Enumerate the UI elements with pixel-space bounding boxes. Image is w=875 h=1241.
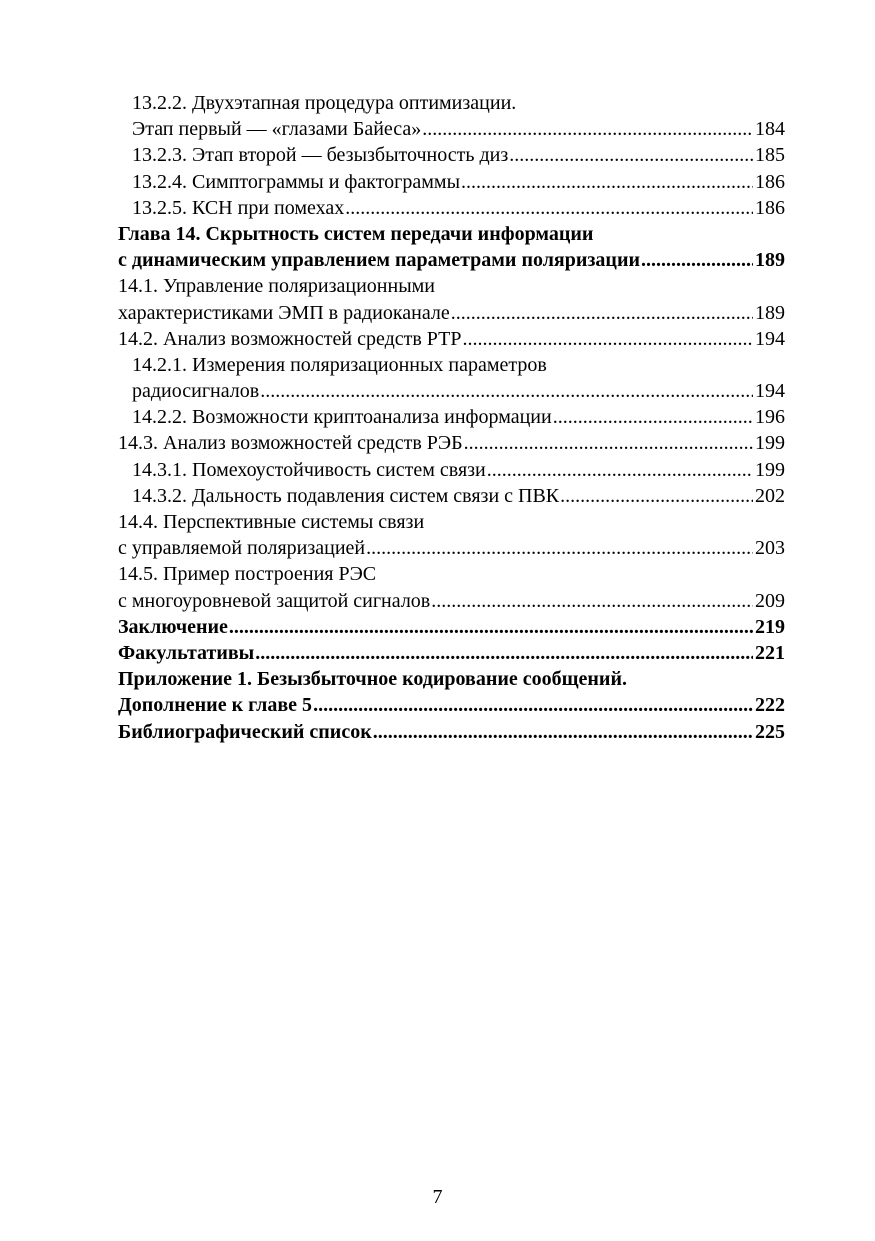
toc-line: [118, 195, 785, 221]
toc-line: [118, 326, 785, 352]
toc-page-number: 186: [755, 196, 785, 219]
toc-line: [118, 535, 785, 561]
toc-entry: [118, 195, 785, 221]
toc-entry-title: характеристиками ЭМП в радиоканале: [118, 301, 450, 324]
toc-entry: [118, 614, 785, 640]
toc-line: [118, 430, 785, 456]
dot-leader: [553, 404, 753, 430]
toc-line: [118, 300, 785, 326]
dot-leader: [366, 535, 753, 561]
toc-entry-title: 14.3.2. Дальность подавления систем связи с ПВК: [132, 484, 560, 507]
toc-line: [118, 483, 785, 509]
toc-entry-title: 13.2.2. Двухэтапная процедура оптимизации.: [132, 92, 517, 114]
toc-line: [118, 404, 785, 430]
toc-page-number: 186: [755, 170, 785, 193]
toc-entry-title: Этап первый — «глазами Байеса»: [132, 118, 422, 141]
toc-page-number: 222: [755, 694, 785, 717]
toc-entry: [118, 561, 785, 613]
toc-entry: [118, 457, 785, 483]
toc-line: [118, 142, 785, 168]
toc-entry: [118, 326, 785, 352]
toc-entry-title: 14.5. Пример построения РЭС: [118, 563, 377, 586]
toc-line: [118, 247, 785, 273]
toc-entry-title: 13.2.4. Симптограммы и фактограммы: [132, 170, 461, 193]
toc-page-number: 199: [755, 458, 785, 481]
toc-entry-title: 14.2.1. Измерения поляризационных параметров: [132, 353, 547, 376]
toc-line: [118, 352, 785, 378]
toc-entry-title: 14.2. Анализ возможностей средств РТР: [118, 327, 462, 350]
toc-page-number: 221: [755, 641, 785, 664]
toc-entry-title: Заключение: [118, 615, 228, 638]
toc-entry: [118, 483, 785, 509]
toc-entry-title: 13.2.5. КСН при помехах: [132, 196, 345, 219]
toc-line: [118, 116, 785, 142]
toc-entry-title: 14.1. Управление поляризационными: [118, 275, 436, 298]
dot-leader: [509, 142, 753, 168]
toc-line: [118, 666, 785, 692]
toc-entry-title: Библиографический список: [118, 720, 372, 743]
toc-page-number: 199: [755, 432, 785, 455]
toc-page-number: 189: [755, 249, 785, 272]
toc-entry-title: с динамическим управлением параметрами поляризации: [118, 249, 641, 272]
toc-entry: [118, 221, 785, 273]
toc-line: [118, 561, 785, 587]
toc-entry: [118, 273, 785, 325]
toc-entry-title: радиосигналов: [132, 380, 260, 403]
dot-leader: [229, 614, 753, 640]
page-number: 7: [432, 1186, 443, 1208]
table-of-contents: [118, 90, 785, 745]
toc-line: [118, 719, 785, 745]
toc-page-number: 209: [755, 589, 785, 612]
toc-entry-title: Приложение 1. Безызбыточное кодирование сообщений.: [118, 668, 627, 691]
toc-entry-title: Глава 14. Скрытность систем передачи информации: [118, 222, 594, 245]
dot-leader: [487, 457, 753, 483]
toc-page-number: 219: [755, 615, 785, 638]
dot-leader: [255, 640, 753, 666]
toc-line: [118, 169, 785, 195]
dot-leader: [373, 719, 753, 745]
dot-leader: [451, 300, 753, 326]
toc-line: [118, 509, 785, 535]
toc-entry-title: 14.2.2. Возможности криптоанализа информации: [132, 406, 552, 429]
dot-leader: [641, 247, 753, 273]
toc-entry-title: 14.3.1. Помехоустойчивость систем связи: [132, 458, 486, 481]
toc-page-number: 194: [755, 327, 785, 350]
toc-entry-title: 14.3. Анализ возможностей средств РЭБ: [118, 432, 463, 455]
toc-entry: [118, 404, 785, 430]
toc-line: [118, 692, 785, 718]
toc-entry: [118, 640, 785, 666]
toc-page-number: 196: [755, 406, 785, 429]
toc-entry-title: Факультативы: [118, 641, 255, 664]
toc-line: [118, 457, 785, 483]
toc-entry: [118, 666, 785, 718]
toc-line: [118, 614, 785, 640]
toc-line: [118, 588, 785, 614]
dot-leader: [464, 430, 753, 456]
toc-entry: [118, 352, 785, 404]
toc-entry: [118, 169, 785, 195]
toc-entry: [118, 509, 785, 561]
toc-page-number: 194: [755, 380, 785, 403]
toc-entry: [118, 90, 785, 142]
dot-leader: [260, 378, 753, 404]
toc-entry: [118, 430, 785, 456]
toc-page-number: 189: [755, 301, 785, 324]
toc-page-number: 225: [755, 720, 785, 743]
toc-entry-title: 14.4. Перспективные системы связи: [118, 511, 425, 533]
dot-leader: [463, 326, 753, 352]
toc-page-number: 185: [755, 144, 785, 167]
dot-leader: [431, 588, 753, 614]
toc-entry-title: с многоуровневой защитой сигналов: [118, 589, 431, 612]
toc-entry-title: 13.2.3. Этап второй — безызбыточность диз: [132, 144, 509, 167]
toc-page-number: 202: [755, 484, 785, 507]
toc-line: [118, 90, 785, 116]
toc-line: [118, 221, 785, 247]
toc-entry: [118, 719, 785, 745]
toc-line: [118, 273, 785, 299]
dot-leader: [345, 195, 753, 221]
toc-page-number: 184: [755, 118, 785, 141]
toc-entry: [118, 142, 785, 168]
toc-page-number: 203: [755, 537, 785, 560]
dot-leader: [422, 116, 753, 142]
toc-line: [118, 378, 785, 404]
dot-leader: [461, 169, 753, 195]
toc-entry-title: с управляемой поляризацией: [118, 537, 366, 560]
dot-leader: [313, 692, 753, 718]
toc-line: [118, 640, 785, 666]
toc-entry-title: Дополнение к главе 5: [118, 694, 313, 717]
dot-leader: [560, 483, 753, 509]
